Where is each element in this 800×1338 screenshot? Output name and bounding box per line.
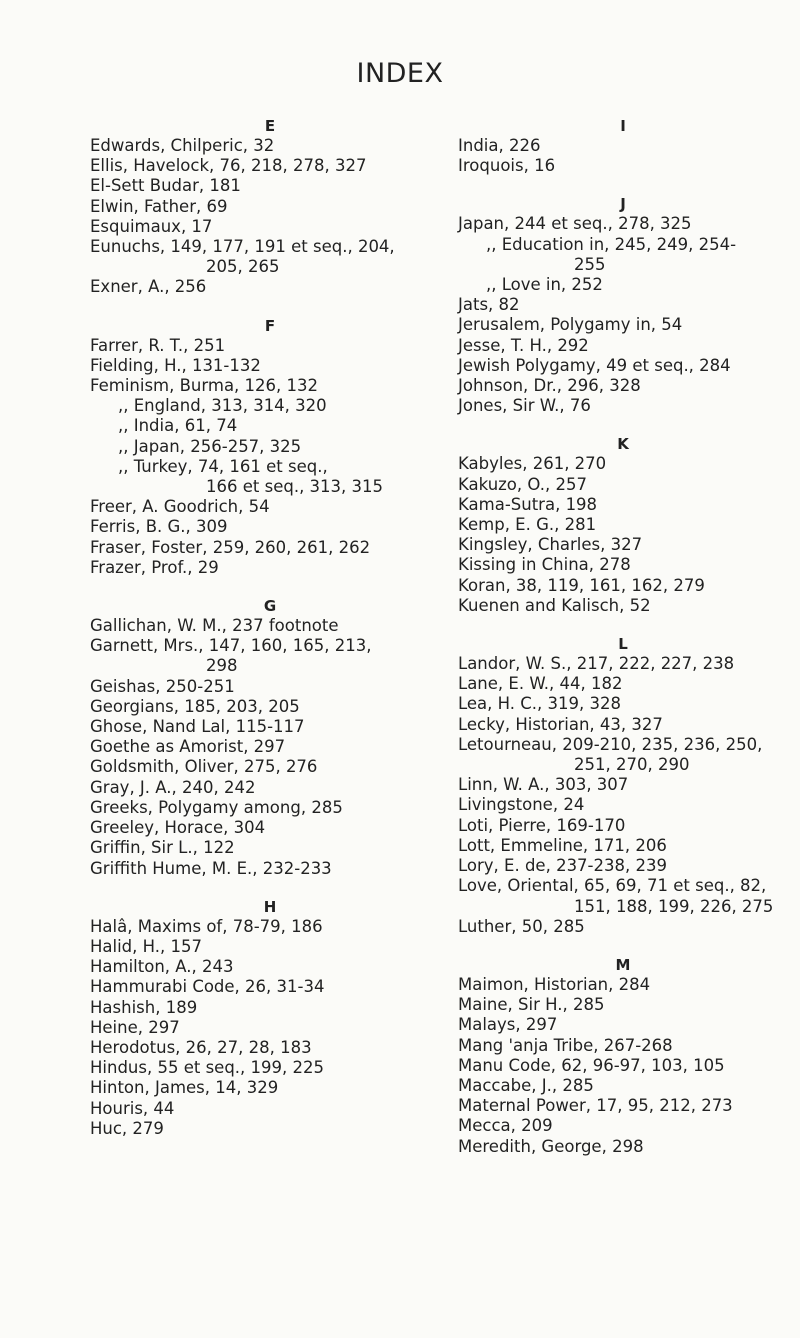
index-entry: Japan, 244 et seq., 278, 325: [458, 214, 692, 234]
index-entry: Greeks, Polygamy among, 285: [90, 797, 343, 817]
index-entry: El-Sett Budar, 181: [90, 176, 241, 196]
index-entry: Fielding, H., 131-132: [90, 355, 261, 375]
section-gap: [458, 416, 788, 434]
index-entry: Landor, W. S., 217, 222, 227, 238: [458, 654, 735, 674]
section-letter: I: [620, 117, 626, 135]
index-entry: Maimon, Historian, 284: [458, 974, 651, 994]
index-entry: Hammurabi Code, 26, 31-34: [90, 977, 325, 997]
index-entry: Kama-Sutra, 198: [458, 494, 598, 514]
index-entry: Gallichan, W. M., 237 footnote: [90, 616, 339, 636]
index-entry: Elwin, Father, 69: [90, 196, 228, 216]
index-entry: Heine, 297: [90, 1017, 180, 1037]
index-entry: Ellis, Havelock, 76, 218, 278, 327: [90, 156, 367, 176]
index-entry: Iroquois, 16: [458, 156, 556, 176]
section-letter: G: [263, 597, 277, 616]
index-entry: Maccabe, J., 285: [458, 1075, 594, 1095]
index-entry: ,, Turkey, 74, 161 et seq.,: [118, 456, 328, 476]
page-title: INDEX: [356, 58, 444, 89]
index-entry: Fraser, Foster, 259, 260, 261, 262: [90, 537, 371, 557]
index-entry: Goldsmith, Oliver, 275, 276: [90, 757, 318, 777]
index-entry: ,, England, 313, 314, 320: [118, 396, 327, 416]
index-entry: Manu Code, 62, 96-97, 103, 105: [458, 1055, 725, 1075]
index-entry: Jewish Polygamy, 49 et seq., 284: [458, 355, 731, 375]
index-entry: Malays, 297: [458, 1015, 558, 1035]
index-section: [90, 596, 450, 879]
index-entry: Lott, Emmeline, 171, 206: [458, 835, 667, 855]
index-entry: Jesse, T. H., 292: [458, 335, 589, 355]
index-entry: Mecca, 209: [458, 1116, 553, 1136]
index-entry: Jats, 82: [458, 295, 520, 315]
section-letter: L: [618, 635, 628, 654]
index-entry: Goethe as Amorist, 297: [90, 737, 286, 757]
index-entry: Exner, A., 256: [90, 277, 207, 297]
section-gap: [458, 937, 788, 955]
index-section: [458, 634, 788, 937]
index-entry: Lory, E. de, 237-238, 239: [458, 856, 667, 876]
index-entry: Hamilton, A., 243: [90, 957, 234, 977]
index-entry: Maternal Power, 17, 95, 212, 273: [458, 1096, 733, 1116]
index-entry: Georgians, 185, 203, 205: [90, 696, 300, 716]
index-entry: Hinton, James, 14, 329: [90, 1078, 279, 1098]
index-section: [90, 116, 450, 298]
index-entry: Johnson, Dr., 296, 328: [458, 376, 641, 396]
index-entry: Houris, 44: [90, 1098, 175, 1118]
index-entry: Loti, Pierre, 169-170: [458, 815, 626, 835]
index-section: [458, 194, 788, 416]
section-letter: K: [617, 435, 629, 454]
section-gap: [458, 176, 788, 194]
index-entry: Garnett, Mrs., 147, 160, 165, 213,: [90, 636, 372, 656]
index-entry: Maine, Sir H., 285: [458, 995, 605, 1015]
index-entry: Halid, H., 157: [90, 936, 202, 956]
index-entry: 205, 265: [206, 257, 280, 277]
index-entry: 298: [206, 656, 238, 676]
index-entry: Gray, J. A., 240, 242: [90, 777, 256, 797]
index-entry: Meredith, George, 298: [458, 1136, 644, 1156]
section-gap: [90, 879, 450, 897]
index-entry: Jones, Sir W., 76: [458, 396, 591, 416]
index-entry: Herodotus, 26, 27, 28, 183: [90, 1037, 312, 1057]
index-entry: Kingsley, Charles, 327: [458, 535, 643, 555]
index-entry: 255: [574, 254, 606, 274]
index-column-left: [90, 116, 450, 1139]
index-entry: Feminism, Burma, 126, 132: [90, 376, 319, 396]
index-entry: Luther, 50, 285: [458, 916, 585, 936]
index-entry: Love, Oriental, 65, 69, 71 et seq., 82,: [458, 876, 767, 896]
section-gap: [90, 298, 450, 316]
index-entry: Hashish, 189: [90, 997, 198, 1017]
index-entry: Lane, E. W., 44, 182: [458, 674, 623, 694]
section-letter: E: [264, 117, 276, 135]
index-entry: Farrer, R. T., 251: [90, 335, 226, 355]
index-entry: Ferris, B. G., 309: [90, 517, 228, 537]
section-letter: J: [620, 195, 626, 214]
index-entry: Kakuzo, O., 257: [458, 474, 587, 494]
index-entry: Geishas, 250-251: [90, 676, 235, 696]
index-entry: ,, Japan, 256-257, 325: [118, 436, 302, 456]
index-entry: Mang 'anja Tribe, 267-268: [458, 1035, 673, 1055]
index-entry: 151, 188, 199, 226, 275: [574, 896, 774, 916]
index-entry: Freer, A. Goodrich, 54: [90, 497, 270, 517]
index-entry: Halâ, Maxims of, 78-79, 186: [90, 916, 323, 936]
index-entry: Kabyles, 261, 270: [458, 454, 607, 474]
section-gap: [458, 616, 788, 634]
section-gap: [90, 578, 450, 596]
index-entry: ,, Education in, 245, 249, 254-: [486, 234, 737, 254]
index-entry: ,, India, 61, 74: [118, 416, 238, 436]
index-entry: ,, Love in, 252: [486, 275, 603, 295]
section-letter: H: [263, 897, 277, 916]
index-entry: Koran, 38, 119, 161, 162, 279: [458, 575, 705, 595]
index-section: [458, 116, 788, 176]
index-entry: Huc, 279: [90, 1118, 164, 1138]
index-section: [458, 955, 788, 1157]
index-section: [90, 316, 450, 578]
section-letter: F: [264, 316, 276, 335]
index-entry: Lecky, Historian, 43, 327: [458, 714, 663, 734]
index-entry: Kemp, E. G., 281: [458, 515, 597, 535]
index-entry: Griffith Hume, M. E., 232-233: [90, 858, 332, 878]
index-entry: Griffin, Sir L., 122: [90, 838, 235, 858]
index-entry: Greeley, Horace, 304: [90, 818, 266, 838]
index-entry: Hindus, 55 et seq., 199, 225: [90, 1058, 325, 1078]
index-entry: Livingstone, 24: [458, 795, 585, 815]
index-entry: Edwards, Chilperic, 32: [90, 136, 275, 155]
index-entry: Kuenen and Kalisch, 52: [458, 595, 651, 615]
index-entry: 251, 270, 290: [574, 755, 690, 775]
index-entry: Letourneau, 209-210, 235, 236, 250,: [458, 734, 763, 754]
index-entry: Esquimaux, 17: [90, 216, 213, 236]
index-entry: India, 226: [458, 136, 541, 155]
index-section: [90, 897, 450, 1139]
index-entry: 166 et seq., 313, 315: [206, 477, 384, 497]
index-entry: Ghose, Nand Lal, 115-117: [90, 717, 305, 737]
index-section: [458, 434, 788, 616]
index-entry: Eunuchs, 149, 177, 191 et seq., 204,: [90, 237, 395, 257]
index-entry: Jerusalem, Polygamy in, 54: [458, 315, 683, 335]
index-column-right: [458, 116, 788, 1157]
index-entry: Lea, H. C., 319, 328: [458, 694, 621, 714]
index-entry: Frazer, Prof., 29: [90, 557, 219, 577]
section-letter: M: [615, 955, 631, 974]
index-entry: Linn, W. A., 303, 307: [458, 775, 629, 795]
index-entry: Kissing in China, 278: [458, 555, 631, 575]
